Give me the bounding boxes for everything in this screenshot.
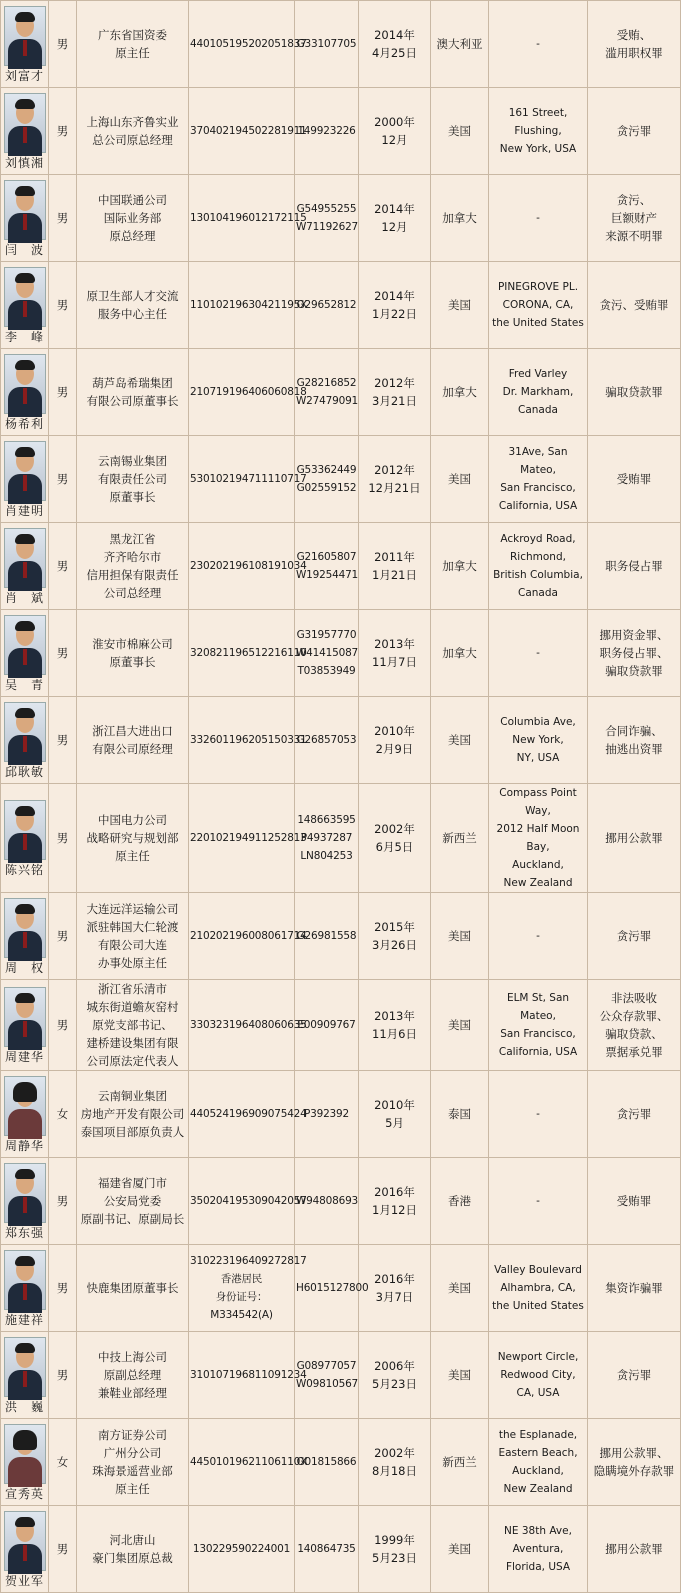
crime-cell: 非法吸收 公众存款罪、 骗取贷款、 票据承兑罪 [588, 980, 681, 1071]
country-cell: 美国 [431, 893, 489, 980]
position-cell: 黑龙江省 齐齐哈尔市 信用担保有限责任 公司总经理 [77, 523, 189, 610]
photo-cell [1, 1419, 49, 1506]
id-number-cell: 332601196205150331 [189, 697, 295, 784]
id-number-cell: 11010219630421195X [189, 262, 295, 349]
gender-cell: 男 [49, 893, 77, 980]
person-name: 肖 斌 [4, 590, 44, 605]
address-cell: - [489, 1, 588, 88]
id-number-cell: 320821196512216110 [189, 610, 295, 697]
crime-cell: 贪污罪 [588, 893, 681, 980]
table-row [1, 349, 681, 436]
table-row [1, 1419, 681, 1506]
crime-cell: 挪用资金罪、 职务侵占罪、 骗取贷款罪 [588, 610, 681, 697]
position-cell: 浙江昌大进出口 有限公司原经理 [77, 697, 189, 784]
country-cell: 泰国 [431, 1071, 489, 1158]
photo-cell [1, 1245, 49, 1332]
date-cell: 2002年 6月5日 [359, 784, 431, 893]
table-body [1, 1, 681, 1593]
crime-cell: 挪用公款罪 [588, 1506, 681, 1593]
passport-cell: G33107705 [295, 1, 359, 88]
crime-cell: 贪污罪 [588, 88, 681, 175]
photo-cell [1, 349, 49, 436]
position-cell: 淮安市棉麻公司 原董事长 [77, 610, 189, 697]
portrait-photo [4, 1424, 46, 1484]
gender-cell: 男 [49, 88, 77, 175]
passport-cell: H6015127800 [295, 1245, 359, 1332]
position-cell: 福建省厦门市 公安局党委 原副书记、原副局长 [77, 1158, 189, 1245]
id-number-cell: 220102194911252813 [189, 784, 295, 893]
portrait-photo [4, 267, 46, 327]
person-name: 李 峰 [4, 329, 44, 344]
photo-cell [1, 697, 49, 784]
country-cell: 美国 [431, 1506, 489, 1593]
country-cell: 美国 [431, 697, 489, 784]
country-cell: 加拿大 [431, 523, 489, 610]
date-cell: 2006年 5月23日 [359, 1332, 431, 1419]
id-number-cell: 130104196012172115 [189, 175, 295, 262]
country-cell: 美国 [431, 436, 489, 523]
table-row [1, 1506, 681, 1593]
position-cell: 广东省国资委 原主任 [77, 1, 189, 88]
table-row [1, 175, 681, 262]
address-cell: - [489, 893, 588, 980]
address-cell: NE 38th Ave, Aventura, Florida, USA [489, 1506, 588, 1593]
country-cell: 美国 [431, 980, 489, 1071]
passport-cell: G01815866 [295, 1419, 359, 1506]
id-number-cell: 440524196909075424 [189, 1071, 295, 1158]
passport-cell: G53362449 G02559152 [295, 436, 359, 523]
crime-cell: 集资诈骗罪 [588, 1245, 681, 1332]
position-cell: 葫芦岛希瑞集团 有限公司原董事长 [77, 349, 189, 436]
address-cell: Columbia Ave, New York, NY, USA [489, 697, 588, 784]
passport-cell: 148663595 P4937287 LN804253 [295, 784, 359, 893]
photo-cell [1, 436, 49, 523]
country-cell: 香港 [431, 1158, 489, 1245]
country-cell: 加拿大 [431, 349, 489, 436]
address-cell: Ackroyd Road, Richmond, British Columbia, Canada [489, 523, 588, 610]
gender-cell: 女 [49, 1419, 77, 1506]
person-name: 刘慎湘 [4, 155, 44, 170]
address-cell: PINEGROVE PL. CORONA, CA, the United States [489, 262, 588, 349]
passport-cell: G26857053 [295, 697, 359, 784]
id-number-cell: 130229590224001 [189, 1506, 295, 1593]
portrait-photo [4, 1250, 46, 1310]
photo-cell [1, 1158, 49, 1245]
crime-cell: 贪污、 巨额财产 来源不明罪 [588, 175, 681, 262]
position-cell: 浙江省乐清市 城东街道蟾灰窑村 原党支部书记、 建桥建设集团有限 公司原法定代表人 [77, 980, 189, 1071]
id-number-cell: 310107196811091234 [189, 1332, 295, 1419]
portrait-photo [4, 1163, 46, 1223]
gender-cell: 男 [49, 436, 77, 523]
date-cell: 2013年 11月6日 [359, 980, 431, 1071]
photo-cell [1, 980, 49, 1071]
table-row [1, 1071, 681, 1158]
date-cell: 2010年 5月 [359, 1071, 431, 1158]
date-cell: 2012年 12月21日 [359, 436, 431, 523]
position-cell: 云南铜业集团 房地产开发有限公司 泰国项目部原负责人 [77, 1071, 189, 1158]
portrait-photo [4, 702, 46, 762]
photo-cell [1, 1506, 49, 1593]
gender-cell: 男 [49, 1158, 77, 1245]
portrait-photo [4, 441, 46, 501]
table-row [1, 262, 681, 349]
date-cell: 2010年 2月9日 [359, 697, 431, 784]
passport-cell: 140864735 [295, 1506, 359, 1593]
address-cell: the Esplanade, Eastern Beach, Auckland, New Zealand [489, 1419, 588, 1506]
crime-cell: 受贿罪 [588, 1158, 681, 1245]
address-cell: Fred Varley Dr. Markham, Canada [489, 349, 588, 436]
passport-cell: P392392 [295, 1071, 359, 1158]
crime-cell: 骗取贷款罪 [588, 349, 681, 436]
id-number-cell: 440105195202051837 [189, 1, 295, 88]
person-name: 刘富才 [4, 68, 44, 83]
crime-cell: 贪污罪 [588, 1332, 681, 1419]
address-cell: Valley Boulevard Alhambra, CA, the United States [489, 1245, 588, 1332]
date-cell: 2011年 1月21日 [359, 523, 431, 610]
passport-cell: G29652812 [295, 262, 359, 349]
date-cell: 2016年 3月7日 [359, 1245, 431, 1332]
table-row [1, 893, 681, 980]
gender-cell: 男 [49, 610, 77, 697]
passport-cell: G54955255 W71192627 [295, 175, 359, 262]
position-cell: 快鹿集团原董事长 [77, 1245, 189, 1332]
crime-cell: 贪污罪 [588, 1071, 681, 1158]
date-cell: 2014年 12月 [359, 175, 431, 262]
position-cell: 河北唐山 豪门集团原总裁 [77, 1506, 189, 1593]
passport-cell: W94808693 [295, 1158, 359, 1245]
passport-cell: E00909767 [295, 980, 359, 1071]
table-row [1, 610, 681, 697]
gender-cell: 男 [49, 262, 77, 349]
photo-cell [1, 1, 49, 88]
table-row [1, 523, 681, 610]
portrait-photo [4, 528, 46, 588]
photo-cell [1, 610, 49, 697]
position-cell: 中国联通公司 国际业务部 原总经理 [77, 175, 189, 262]
date-cell: 2002年 8月18日 [359, 1419, 431, 1506]
person-name: 宣秀英 [4, 1486, 44, 1501]
table-row [1, 1, 681, 88]
person-name: 肖建明 [4, 503, 44, 518]
table-row [1, 1332, 681, 1419]
table-row [1, 697, 681, 784]
id-number-cell: 330323196408060635 [189, 980, 295, 1071]
id-number-cell: 210719196406060818 [189, 349, 295, 436]
crime-cell: 挪用公款罪、 隐瞒境外存款罪 [588, 1419, 681, 1506]
id-number-cell: 370402194502281911 [189, 88, 295, 175]
crime-cell: 受贿罪 [588, 436, 681, 523]
gender-cell: 男 [49, 523, 77, 610]
photo-cell [1, 893, 49, 980]
gender-cell: 男 [49, 980, 77, 1071]
id-number-cell: 530102194711110717 [189, 436, 295, 523]
crime-cell: 职务侵占罪 [588, 523, 681, 610]
id-number-cell: 210202196008061714 [189, 893, 295, 980]
country-cell: 加拿大 [431, 175, 489, 262]
passport-cell: G08977057 W09810567 [295, 1332, 359, 1419]
portrait-photo [4, 354, 46, 414]
person-name: 杨希利 [4, 416, 44, 431]
portrait-photo [4, 6, 46, 66]
position-cell: 南方证券公司 广州分公司 珠海景遥营业部 原主任 [77, 1419, 189, 1506]
id-number-cell: 310223196409272817 香港居民 身份证号： M334542(A) [189, 1245, 295, 1332]
person-name: 吴 青 [4, 677, 44, 692]
passport-cell: G21605807 W19254471 [295, 523, 359, 610]
address-cell: Newport Circle, Redwood City, CA, USA [489, 1332, 588, 1419]
date-cell: 2000年 12月 [359, 88, 431, 175]
gender-cell: 男 [49, 1506, 77, 1593]
table-row [1, 1245, 681, 1332]
photo-cell [1, 88, 49, 175]
table-row [1, 784, 681, 893]
table-row [1, 1158, 681, 1245]
address-cell: - [489, 610, 588, 697]
portrait-photo [4, 93, 46, 153]
portrait-photo [4, 180, 46, 240]
photo-cell [1, 523, 49, 610]
portrait-photo [4, 1076, 46, 1136]
portrait-photo [4, 1511, 46, 1571]
gender-cell: 男 [49, 1332, 77, 1419]
person-name: 周 权 [4, 960, 44, 975]
gender-cell: 男 [49, 1, 77, 88]
photo-cell [1, 175, 49, 262]
country-cell: 新西兰 [431, 784, 489, 893]
portrait-photo [4, 987, 46, 1047]
crime-cell: 合同诈骗、 抽逃出资罪 [588, 697, 681, 784]
country-cell: 澳大利亚 [431, 1, 489, 88]
passport-cell: G28216852 W27479091 [295, 349, 359, 436]
person-name: 周建华 [4, 1049, 44, 1064]
gender-cell: 男 [49, 697, 77, 784]
date-cell: 2014年 1月22日 [359, 262, 431, 349]
position-cell: 云南锡业集团 有限责任公司 原董事长 [77, 436, 189, 523]
photo-cell [1, 1071, 49, 1158]
table-row [1, 436, 681, 523]
photo-cell [1, 1332, 49, 1419]
address-cell: 31Ave, San Mateo, San Francisco, California, USA [489, 436, 588, 523]
country-cell: 新西兰 [431, 1419, 489, 1506]
position-cell: 原卫生部人才交流 服务中心主任 [77, 262, 189, 349]
address-cell: - [489, 1071, 588, 1158]
photo-cell [1, 784, 49, 893]
id-number-cell: 350204195309042057 [189, 1158, 295, 1245]
crime-cell: 挪用公款罪 [588, 784, 681, 893]
person-name: 陈兴铭 [4, 862, 44, 877]
date-cell: 2016年 1月12日 [359, 1158, 431, 1245]
date-cell: 2012年 3月21日 [359, 349, 431, 436]
crime-cell: 受贿、 滥用职权罪 [588, 1, 681, 88]
person-name: 周静华 [4, 1138, 44, 1153]
id-number-cell: 44501019621106110X [189, 1419, 295, 1506]
gender-cell: 男 [49, 175, 77, 262]
gender-cell: 女 [49, 1071, 77, 1158]
position-cell: 上海山东齐鲁实业 总公司原总经理 [77, 88, 189, 175]
portrait-photo [4, 898, 46, 958]
portrait-photo [4, 1337, 46, 1397]
date-cell: 2015年 3月26日 [359, 893, 431, 980]
person-name: 闫 波 [4, 242, 44, 257]
country-cell: 加拿大 [431, 610, 489, 697]
country-cell: 美国 [431, 1245, 489, 1332]
crime-cell: 贪污、受贿罪 [588, 262, 681, 349]
country-cell: 美国 [431, 1332, 489, 1419]
person-name: 邱耿敏 [4, 764, 44, 779]
gender-cell: 男 [49, 1245, 77, 1332]
person-name: 洪 巍 [4, 1399, 44, 1414]
address-cell: 161 Street, Flushing, New York, USA [489, 88, 588, 175]
passport-cell: G31957770 W41415087 T03853949 [295, 610, 359, 697]
address-cell: - [489, 175, 588, 262]
gender-cell: 男 [49, 784, 77, 893]
passport-cell: G26981558 [295, 893, 359, 980]
date-cell: 2014年 4月25日 [359, 1, 431, 88]
table-row [1, 88, 681, 175]
address-cell: Compass Point Way, 2012 Half Moon Bay, Auckland, New Zealand [489, 784, 588, 893]
date-cell: 1999年 5月23日 [359, 1506, 431, 1593]
portrait-photo [4, 615, 46, 675]
passport-cell: 149923226 [295, 88, 359, 175]
id-number-cell: 230202196108191034 [189, 523, 295, 610]
position-cell: 中国电力公司 战略研究与规划部 原主任 [77, 784, 189, 893]
person-name: 郑东强 [4, 1225, 44, 1240]
address-cell: - [489, 1158, 588, 1245]
date-cell: 2013年 11月7日 [359, 610, 431, 697]
address-cell: ELM St, San Mateo, San Francisco, California, USA [489, 980, 588, 1071]
country-cell: 美国 [431, 88, 489, 175]
position-cell: 大连远洋运输公司 派驻韩国大仁轮渡 有限公司大连 办事处原主任 [77, 893, 189, 980]
position-cell: 中技上海公司 原副总经理 兼鞋业部经理 [77, 1332, 189, 1419]
photo-cell [1, 262, 49, 349]
person-name: 贺业军 [4, 1573, 44, 1588]
country-cell: 美国 [431, 262, 489, 349]
gender-cell: 男 [49, 349, 77, 436]
portrait-photo [4, 800, 46, 860]
table-row [1, 980, 681, 1071]
person-name: 施建祥 [4, 1312, 44, 1327]
